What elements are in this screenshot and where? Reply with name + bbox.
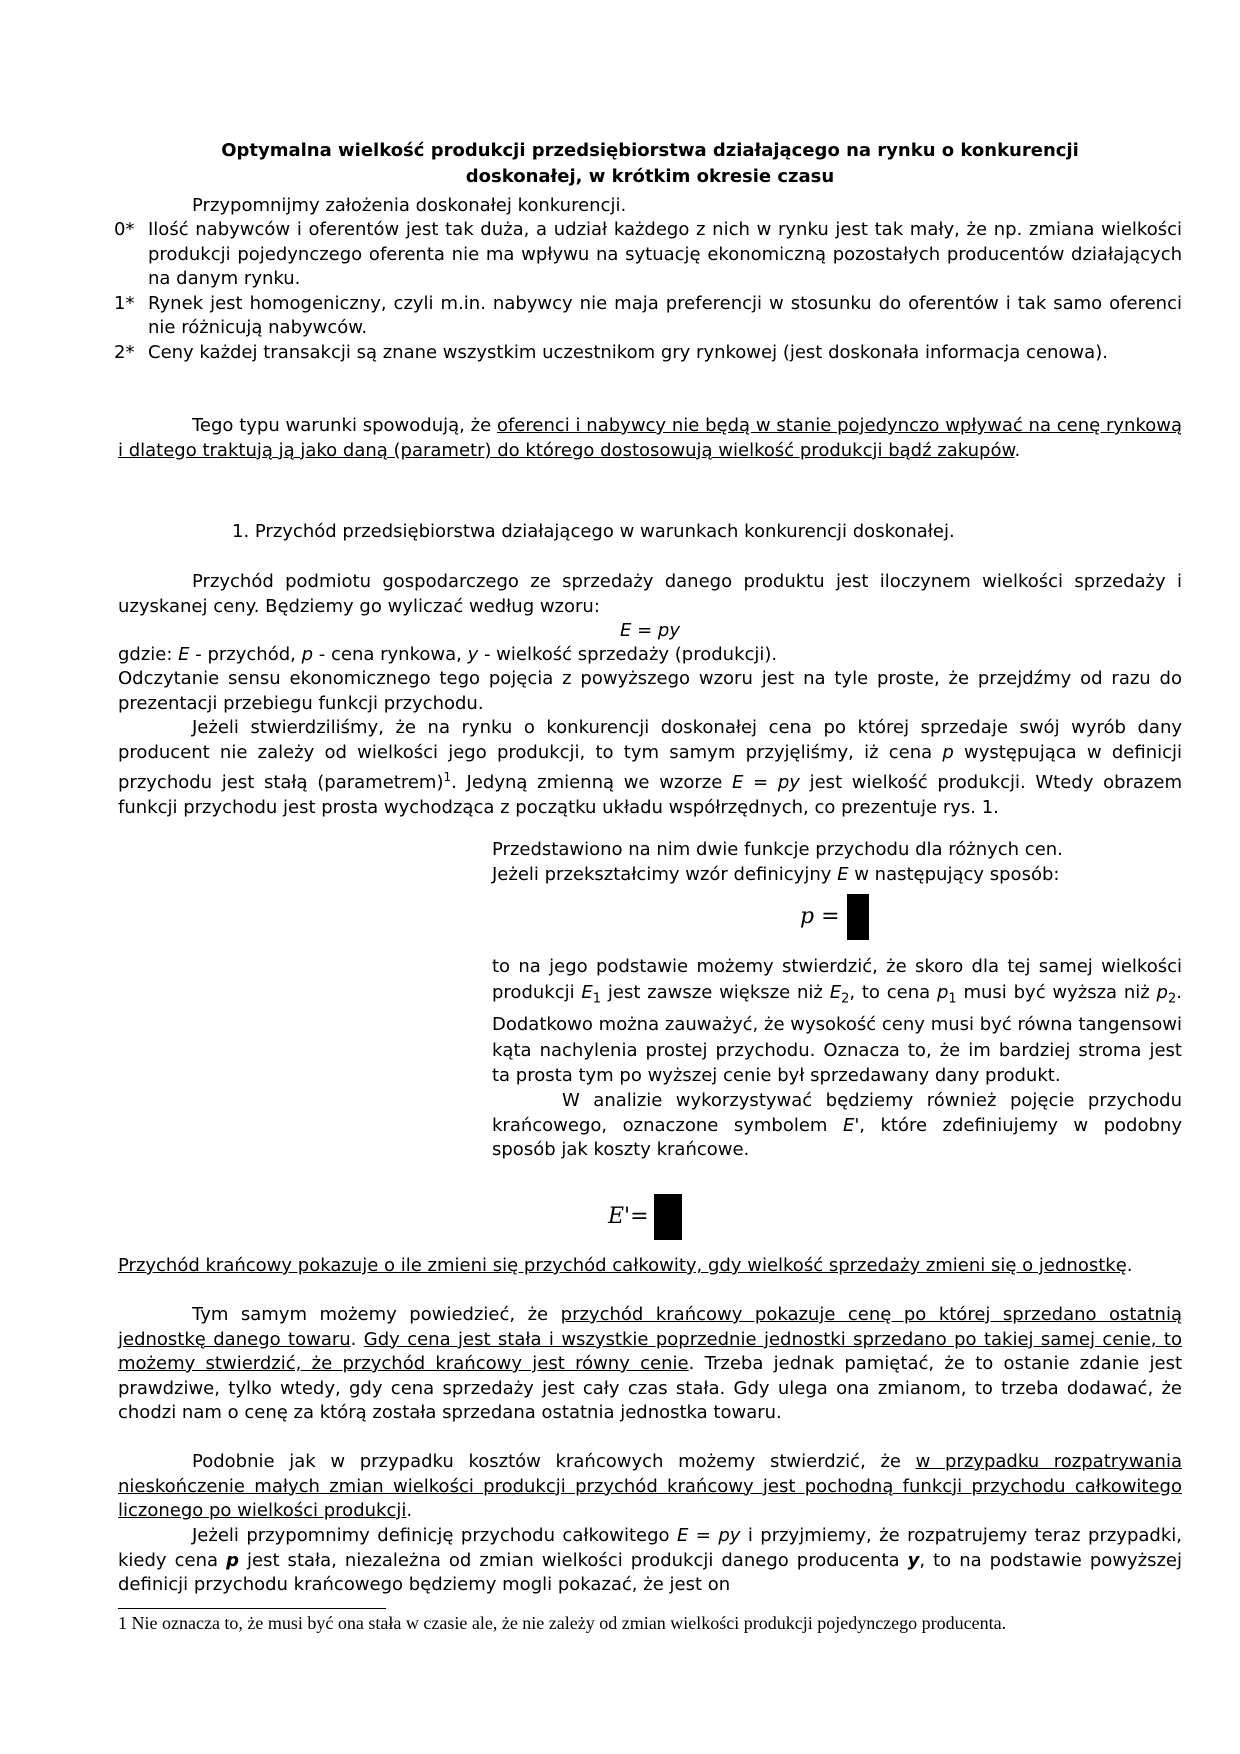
- assumption-marker: 2*: [114, 341, 135, 363]
- symbol-p: p: [301, 644, 314, 665]
- where-text: - przychód,: [189, 644, 302, 665]
- marginal-definition: [118, 1254, 1182, 1279]
- text: musi być wyższa niż: [956, 981, 1157, 1003]
- text: Jeżeli stwierdziliśmy, że na rynku o konkurencji doskonałej cena po której sprzedaje swój wyrób dany producent nie zależy od wielkości jego produkcji, to tym samym przyjęliśmy, iż cena: [118, 717, 1182, 763]
- symbol-y: y: [467, 644, 479, 665]
- symbol-E: E: [178, 644, 190, 665]
- conclusion-underlined: oferenci i nabywcy nie będą w stanie pojedynczo wpływać na cenę rynkową i dlatego traktują ją jako daną (parametr) do którego dostosowują wielkość produkcji bądź zakupów: [118, 415, 1183, 461]
- constant-price-paragraph: [118, 716, 1182, 820]
- assumption-marker: 0*: [114, 219, 135, 240]
- text: . Dodatkowo można zauważyć, że wysokość ceny musi być równa tangensowi kąta nachylenia prostej przychodu. Oznacza to, że im bardziej stroma jest ta prosta tym po wyższej cenie był sprzedawany dany produkt.: [492, 981, 1182, 1087]
- formula-revenue: E = py: [620, 620, 680, 641]
- symbol-E: E: [837, 863, 849, 885]
- subscript: 2: [1167, 991, 1177, 1007]
- text: jest wielkość produkcji. Wtedy obrazem funkcji przychodu jest prosta wychodząca z początku układu współrzędnych, co prezentuje rys. 1.: [118, 772, 1182, 818]
- subscript: 1: [592, 991, 602, 1007]
- text: , to cena: [849, 981, 937, 1003]
- conclusion-lead: Tego typu warunki spowodują, że: [192, 415, 497, 436]
- symbol-E-prime: E': [842, 1114, 860, 1136]
- text: Jeżeli przypomnimy definicję przychodu całkowitego: [192, 1525, 677, 1546]
- where-text: - wielkość sprzedaży (produkcji).: [478, 644, 778, 665]
- text: w następujący sposób:: [848, 863, 1060, 885]
- right-column-continued: [492, 954, 1182, 1163]
- text: to na jego podstawie możemy stwierdzić, że skoro dla tej samej wielkości produkcji: [492, 956, 1182, 1003]
- footnote-separator: [118, 1608, 386, 1609]
- revenue-definition: Przychód podmiotu gospodarczego ze sprzedaży danego produktu jest iloczynem wielkości sprzedaży i uzyskanej ceny. Będziemy go wyliczać według wzoru:: [118, 571, 1182, 617]
- formula-price: [800, 894, 869, 940]
- intro-paragraph: Przypomnijmy założenia doskonałej konkurencji.: [192, 195, 627, 216]
- assumptions-list: [114, 218, 1182, 365]
- conclusion-paragraph: [118, 414, 1182, 463]
- text: , to na podstawie powyższej definicji przychodu krańcowego będziemy mogli pokazać, że jest on: [118, 1549, 1183, 1595]
- right-col-line-2: [492, 863, 1182, 888]
- title-line-2: doskonałej, w krótkim okresie czasu: [465, 166, 835, 187]
- text: Jeżeli przekształcimy wzór definicyjny: [492, 863, 838, 885]
- formula-inline: E = py: [677, 1525, 741, 1546]
- right-column: [492, 838, 1182, 887]
- underlined-text: w przypadku rozpatrywania nieskończenie małych zmian wielkości produkcji przychód krańcowy jest pochodną funkcji przychodu całkowitego liczonego po wielkości produkcji: [118, 1451, 1182, 1521]
- section-heading: 1. Przychód przedsiębiorstwa działającego w warunkach konkurencji doskonałej.: [232, 521, 955, 542]
- underlined-text: przychód krańcowy pokazuje cenę po której sprzedano ostatnią jednostkę danego towaru: [118, 1304, 1182, 1350]
- last-paragraph: [118, 1524, 1182, 1598]
- assumption-marker: 1*: [114, 292, 135, 314]
- where-line: [118, 643, 1182, 668]
- conclusion-tail: .: [1014, 439, 1021, 461]
- text: . Trzeba jednak pamiętać, że to ostanie zdanie jest prawdziwe, tylko wtedy, gdy cena sprzedaży jest cały czas stała. Gdy ulega ona zmianom, to trzeba dodawać, że chodzi nam o cenę za którą została sprzedana ostatnia jednostka towaru.: [118, 1353, 1183, 1423]
- title-line-1: Optymalna wielkość produkcji przedsiębiorstwa działającego na rynku o konkurencji: [221, 140, 1079, 161]
- formula-fraction-image: [847, 894, 869, 940]
- assumption-text: Rynek jest homogeniczny, czyli m.in. nabywcy nie maja preferencji w stosunku do oferentów i tak samo oferenci nie różnicują nabywców.: [148, 292, 1182, 338]
- assumption-item: [114, 341, 1182, 366]
- symbol-p: p: [1156, 981, 1168, 1003]
- assumption-item: [114, 292, 1182, 341]
- formula-marginal-revenue: [608, 1194, 682, 1240]
- where-text: - cena rynkowa,: [313, 644, 468, 665]
- document-title: [118, 138, 1182, 190]
- symbol-p: p: [942, 741, 954, 763]
- text: jest zawsze większe niż: [601, 981, 830, 1003]
- assumption-text: Ilość nabywców i oferentów jest tak duża, a udział każdego z nich w rynku jest tak mały, że np. zmiana wielkości produkcji pojedynczego oferenta nie ma wpływu na sytuację ekonomiczną pozostałych producentów działających na danym rynku.: [148, 219, 1182, 289]
- text: jest stała, niezależna od zmian wielkości produkcji danego producenta: [238, 1549, 908, 1571]
- symbol-E: E: [829, 981, 842, 1003]
- assumption-text: Ceny każdej transakcji są znane wszystkim uczestnikom gry rynkowej (jest doskonała informacja cenowa).: [148, 341, 1108, 363]
- price-comparison-paragraph: [492, 954, 1182, 1089]
- derivative-paragraph: [118, 1450, 1182, 1524]
- text: .: [1126, 1255, 1133, 1276]
- subscript: 2: [841, 991, 850, 1007]
- symbol-y: y: [907, 1549, 920, 1571]
- formula-inline: E = py: [732, 772, 800, 793]
- formula-price-lhs: p =: [800, 904, 840, 929]
- underlined-text: Gdy cena jest stała i wszystkie poprzednie jednostki sprzedano po takiej samej cenie, to możemy stwierdzić, że przychód krańcowy jest równy cenie: [118, 1328, 1182, 1374]
- text: , które zdefiniujemy w podobny sposób jak koszty krańcowe.: [492, 1114, 1182, 1161]
- text: i przyjmiemy, że rozpatrujemy teraz przypadki, kiedy cena: [118, 1525, 1182, 1571]
- text: . Jedyną zmienną we wzorze: [451, 772, 732, 793]
- document-page: [114, 0, 1183, 1754]
- formula-fraction-image: [654, 1194, 682, 1240]
- symbol-E: E: [581, 981, 593, 1003]
- text: występująca w definicji przychodu jest stałą (parametrem): [118, 741, 1182, 793]
- text: Tym samym możemy powiedzieć, że: [192, 1304, 561, 1325]
- where-text: gdzie:: [118, 644, 179, 665]
- reading-paragraph: Odczytanie sensu ekonomicznego tego pojęcia z powyższego wzoru jest na tyle proste, że przejdźmy od razu do prezentacji przebiegu funkcji przychodu.: [118, 668, 1182, 714]
- text: Podobnie jak w przypadku kosztów krańcowych możemy stwierdzić, że: [192, 1451, 916, 1472]
- subscript: 1: [948, 991, 957, 1007]
- symbol-p: p: [936, 981, 949, 1003]
- footnote: 1 Nie oznacza to, że musi być ona stała w czasie ale, że nie zależy od zmian wielkości produkcji pojedynczego producenta.: [118, 1613, 1007, 1633]
- marginal-definition-underlined: Przychód krańcowy pokazuje o ile zmieni się przychód całkowity, gdy wielkość sprzedaży zmieni się o jednostkę: [118, 1255, 1127, 1276]
- assumption-item: [114, 218, 1182, 292]
- symbol-p: p: [226, 1549, 239, 1571]
- footnote-ref: 1: [443, 770, 452, 784]
- text: .: [406, 1500, 413, 1521]
- marginal-intro-paragraph: [492, 1089, 1182, 1163]
- price-paragraph: [118, 1303, 1182, 1426]
- text: W analizie wykorzystywać będziemy również pojęcie przychodu krańcowego, oznaczone symbolem: [492, 1090, 1182, 1136]
- text: .: [350, 1328, 364, 1350]
- formula-marginal-lhs: E'=: [608, 1204, 649, 1229]
- right-col-line-1: Przedstawiono na nim dwie funkcje przychodu dla różnych cen.: [492, 839, 1063, 860]
